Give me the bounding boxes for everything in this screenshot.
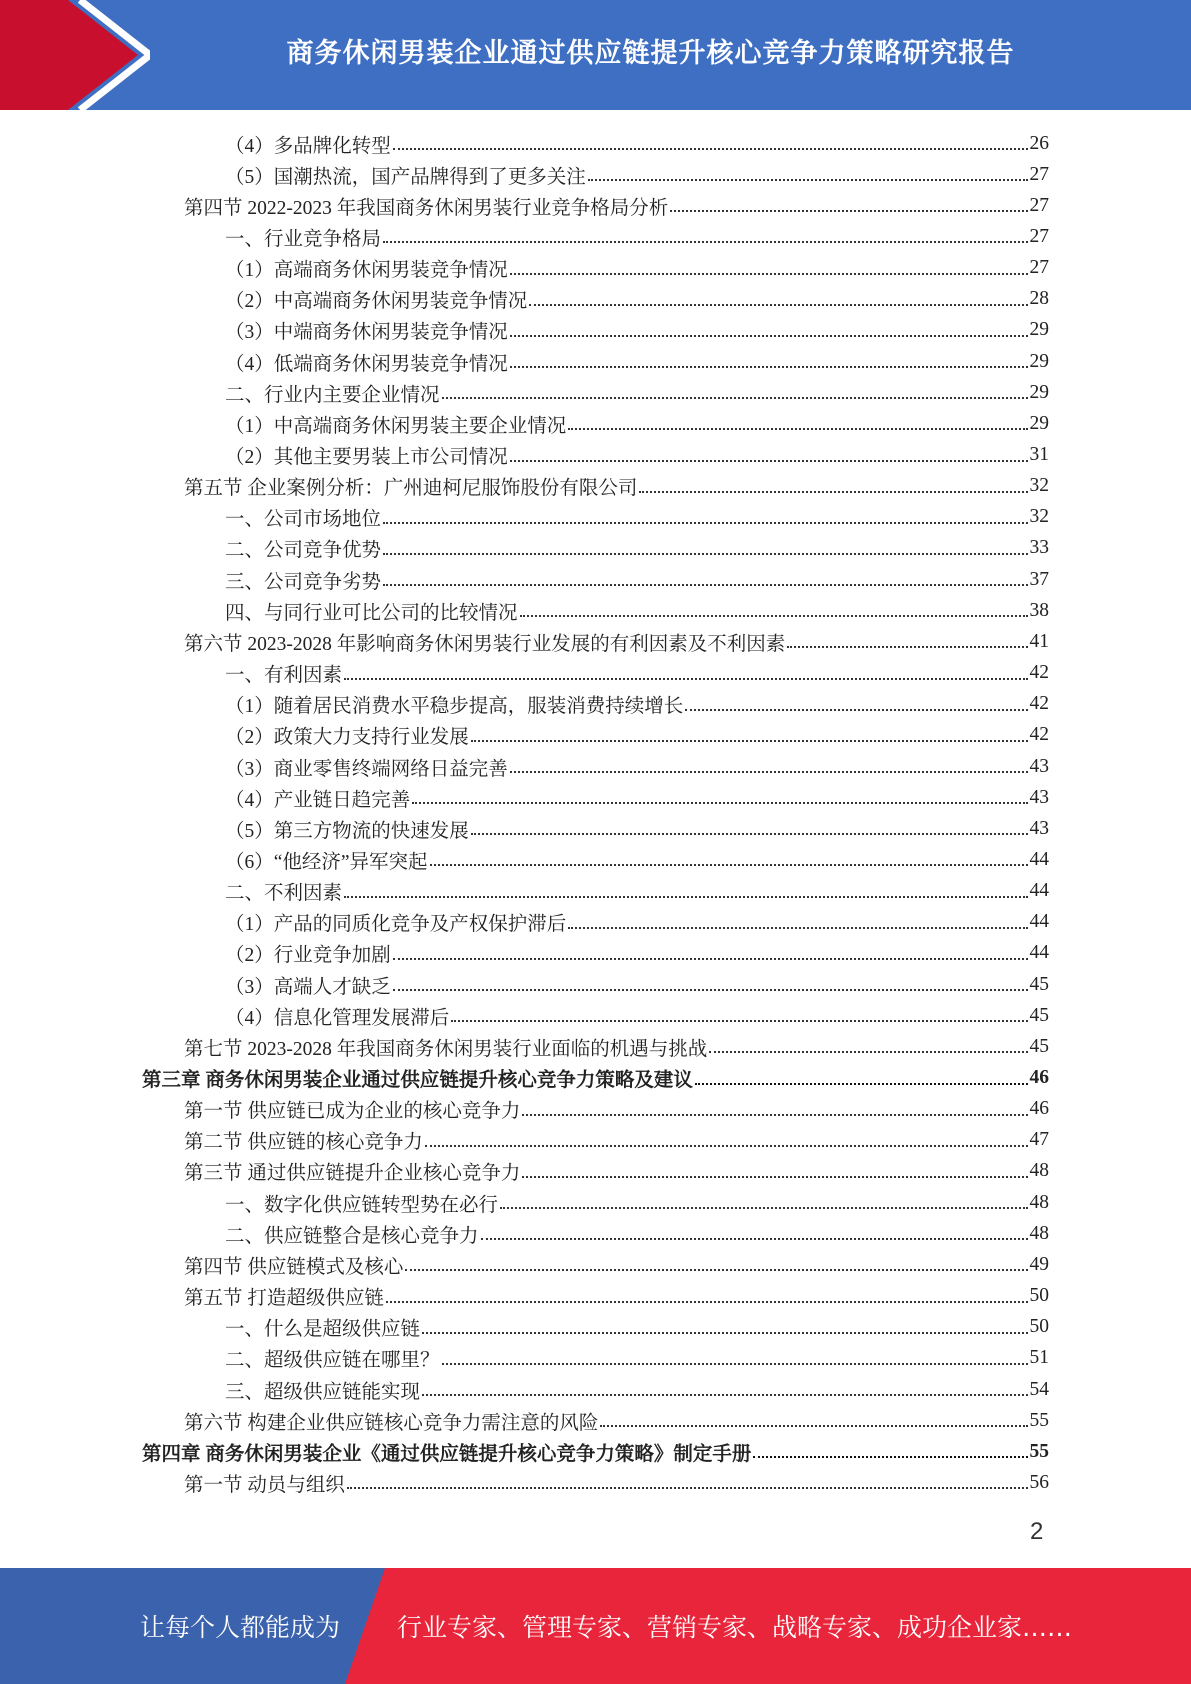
toc-entry-title: （6）“他经济”异军突起 <box>225 851 428 873</box>
toc-entry[interactable] <box>225 377 1049 408</box>
toc-entry-title: （1）产品的同质化竞争及产权保护滞后 <box>225 914 567 936</box>
page-header <box>0 0 1191 110</box>
toc-entry[interactable] <box>225 564 1049 595</box>
toc-entry[interactable] <box>225 1187 1049 1218</box>
toc-entry-page: 42 <box>1029 662 1049 684</box>
toc-dot-leader <box>639 490 1027 493</box>
toc-entry[interactable] <box>184 1094 1049 1125</box>
toc-entry-page: 48 <box>1029 1191 1049 1213</box>
toc-entry[interactable] <box>225 1374 1049 1405</box>
toc-dot-leader <box>383 240 1027 243</box>
toc-entry-page: 51 <box>1029 1347 1049 1369</box>
toc-entry-page: 43 <box>1029 755 1049 777</box>
toc-dot-leader <box>344 677 1027 680</box>
footer-slogan-right: 行业专家、管理专家、营销专家、战略专家、成功企业家…… <box>397 1613 1073 1642</box>
toc-dot-leader <box>471 832 1028 835</box>
page-footer <box>0 1568 1191 1684</box>
toc-entry[interactable] <box>225 128 1049 159</box>
toc-entry-title: （1）中高端商务休闲男装主要企业情况 <box>225 415 567 437</box>
toc-entry-title: 二、行业内主要企业情况 <box>225 384 440 406</box>
toc-dot-leader <box>425 1144 1028 1147</box>
toc-dot-leader <box>393 988 1028 991</box>
toc-entry-title: （1）随着居民消费水平稳步提高，服装消费持续增长 <box>225 696 684 718</box>
toc-entry[interactable] <box>184 190 1049 221</box>
toc-dot-leader <box>685 708 1027 711</box>
toc-entry-title: 第四节 2022-2023 年我国商务休闲男装行业竞争格局分析 <box>184 197 669 219</box>
toc-entry-title: （5）第三方物流的快速发展 <box>225 820 469 842</box>
toc-entry[interactable] <box>184 471 1049 502</box>
toc-entry-title: 二、超级供应链在哪里？ <box>225 1350 440 1372</box>
toc-entry-title: 一、行业竞争格局 <box>225 228 382 250</box>
toc-dot-leader <box>510 365 1028 368</box>
toc-entry-page: 45 <box>1029 1035 1049 1057</box>
toc-entry[interactable] <box>225 1343 1049 1374</box>
toc-entry[interactable] <box>225 658 1049 689</box>
toc-dot-leader <box>520 614 1028 617</box>
toc-entry[interactable] <box>225 253 1049 284</box>
toc-entry-title: （4）信息化管理发展滞后 <box>225 1007 450 1029</box>
toc-entry[interactable] <box>184 1405 1049 1436</box>
toc-entry-title: （1）高端商务休闲男装竞争情况 <box>225 260 508 282</box>
toc-entry-page: 43 <box>1029 786 1049 808</box>
toc-entry-page: 46 <box>1029 1067 1049 1088</box>
toc-entry-page: 26 <box>1029 132 1049 154</box>
toc-dot-leader <box>344 895 1027 898</box>
toc-entry[interactable] <box>225 408 1049 439</box>
toc-entry-page: 27 <box>1029 163 1049 185</box>
toc-entry[interactable] <box>225 440 1049 471</box>
toc-entry-page: 27 <box>1029 194 1049 216</box>
toc-entry[interactable] <box>225 315 1049 346</box>
toc-entry[interactable] <box>225 159 1049 190</box>
toc-entry[interactable] <box>184 1281 1049 1312</box>
toc-entry-title: （2）其他主要男装上市公司情况 <box>225 447 508 468</box>
toc-entry[interactable] <box>142 1436 1049 1467</box>
toc-entry-page: 32 <box>1029 475 1049 497</box>
toc-dot-leader <box>670 209 1027 212</box>
toc-dot-leader <box>500 1206 1027 1209</box>
toc-dot-leader <box>393 147 1028 150</box>
toc-dot-leader <box>471 739 1028 742</box>
toc-entry-title: 第六节 构建企业供应链核心竞争力需注意的风险 <box>184 1412 599 1434</box>
toc-entry[interactable] <box>225 346 1049 377</box>
toc-entry[interactable] <box>142 1063 1049 1094</box>
toc-entry-page: 55 <box>1029 1440 1049 1462</box>
toc-dot-leader <box>709 1050 1027 1053</box>
toc-entry-title: 一、什么是超级供应链 <box>225 1319 421 1341</box>
toc-dot-leader <box>442 1362 1028 1365</box>
toc-dot-leader <box>522 1113 1027 1116</box>
toc-dot-leader <box>568 427 1027 430</box>
toc-entry-page: 29 <box>1029 381 1049 403</box>
toc-entry-page: 44 <box>1029 911 1049 933</box>
toc-entry-title: 第三节 通过供应链提升企业核心竞争力 <box>184 1163 521 1185</box>
toc-entry[interactable] <box>225 595 1049 626</box>
toc-entry-page: 46 <box>1029 1098 1049 1120</box>
toc-dot-leader <box>442 396 1028 399</box>
toc-entry[interactable] <box>225 533 1049 564</box>
toc-dot-leader <box>422 1393 1027 1396</box>
toc-entry-title: （4）多品牌化转型 <box>225 135 391 157</box>
toc-entry[interactable] <box>225 813 1049 844</box>
toc-entry[interactable] <box>225 907 1049 938</box>
toc-entry-title: 第四节 供应链模式及核心 <box>184 1256 404 1278</box>
toc-entry-title: 第二节 供应链的核心竞争力 <box>184 1132 423 1154</box>
toc-dot-leader <box>753 1455 1027 1458</box>
toc-entry-page: 27 <box>1029 225 1049 247</box>
toc-entry-page: 31 <box>1029 444 1049 465</box>
toc-entry[interactable] <box>184 1125 1049 1156</box>
toc-dot-leader <box>522 1175 1027 1178</box>
toc-entry[interactable] <box>225 938 1049 969</box>
toc-dot-leader <box>347 1486 1028 1489</box>
toc-dot-leader <box>510 272 1028 275</box>
toc-entry-page: 38 <box>1029 599 1049 621</box>
toc-entry[interactable] <box>184 1467 1049 1498</box>
toc-dot-leader <box>393 957 1028 960</box>
toc-entry-page: 45 <box>1029 1004 1049 1026</box>
toc-entry[interactable] <box>225 221 1049 252</box>
toc-entry-title: 第一节 动员与组织 <box>184 1474 345 1496</box>
toc-dot-leader <box>451 1019 1027 1022</box>
toc-entry[interactable] <box>225 751 1049 782</box>
toc-entry-page: 29 <box>1029 319 1049 341</box>
toc-entry-page: 50 <box>1029 1285 1049 1307</box>
toc-entry-title: （4）低端商务休闲男装竞争情况 <box>225 353 508 375</box>
toc-entry-page: 41 <box>1029 630 1049 652</box>
toc-entry-page: 37 <box>1029 568 1049 590</box>
toc-dot-leader <box>510 334 1028 337</box>
toc-entry-title: 第五节 企业案例分析：广州迪柯尼服饰股份有限公司 <box>184 478 638 500</box>
toc-entry-title: 一、有利因素 <box>225 665 343 687</box>
toc-entry-title: 二、公司竞争优势 <box>225 540 382 562</box>
toc-entry[interactable] <box>184 1249 1049 1280</box>
toc-entry-page: 29 <box>1029 350 1049 372</box>
toc-entry-page: 43 <box>1029 817 1049 839</box>
toc-entry-title: 第五节 打造超级供应链 <box>184 1288 384 1310</box>
toc-entry[interactable] <box>225 502 1049 533</box>
toc-entry-title: （2）政策大力支持行业发展 <box>225 727 469 749</box>
toc-entry-title: 二、不利因素 <box>225 883 343 905</box>
toc-entry-title: （3）商业零售终端网络日益完善 <box>225 758 508 780</box>
toc-entry-title: （2）行业竞争加剧 <box>225 945 391 967</box>
toc-entry[interactable] <box>184 1031 1049 1062</box>
page-number: 2 <box>1030 1518 1044 1545</box>
report-title: 商务休闲男装企业通过供应链提升核心竞争力策略研究报告 <box>286 37 1015 69</box>
footer-slogan-left: 让每个人都能成为 <box>140 1613 341 1642</box>
toc-entry[interactable] <box>225 844 1049 875</box>
toc-entry[interactable] <box>225 1000 1049 1031</box>
toc-entry-title: 三、超级供应链能实现 <box>225 1381 421 1403</box>
toc-entry-page: 44 <box>1029 880 1049 902</box>
toc-entry-page: 49 <box>1029 1253 1049 1275</box>
toc-entry-page: 48 <box>1029 1222 1049 1244</box>
toc-entry-page: 44 <box>1029 942 1049 964</box>
toc-entry-title: 三、公司竞争劣势 <box>225 571 382 593</box>
toc-entry-page: 47 <box>1029 1129 1049 1151</box>
toc-entry-title: 第四章 商务休闲男装企业《通过供应链提升核心竞争力策略》制定手册 <box>142 1443 752 1465</box>
toc-entry-title: （4）产业链日趋完善 <box>225 789 411 811</box>
toc-entry-page: 28 <box>1029 288 1049 310</box>
toc-dot-leader <box>422 1331 1027 1334</box>
toc-entry[interactable] <box>225 782 1049 813</box>
toc-dot-leader <box>787 645 1027 648</box>
toc-entry-title: 二、供应链整合是核心竞争力 <box>225 1225 479 1247</box>
toc-dot-leader <box>405 1268 1027 1271</box>
toc-entry-page: 27 <box>1029 257 1049 279</box>
toc-entry-title: 四、与同行业可比公司的比较情况 <box>225 602 518 624</box>
toc-entry[interactable] <box>225 720 1049 751</box>
toc-dot-leader <box>383 552 1027 555</box>
toc-entry-page: 50 <box>1029 1316 1049 1338</box>
toc-dot-leader <box>529 303 1027 306</box>
toc-entry-page: 45 <box>1029 973 1049 995</box>
toc-entry[interactable] <box>225 1218 1049 1249</box>
toc-entry-page: 44 <box>1029 848 1049 870</box>
toc-dot-leader <box>600 1424 1027 1427</box>
toc-entry-page: 32 <box>1029 506 1049 528</box>
toc-entry-page: 42 <box>1029 693 1049 715</box>
toc-dot-leader <box>510 459 1028 462</box>
toc-entry-title: （2）中高端商务休闲男装竞争情况 <box>225 291 528 313</box>
toc-entry[interactable] <box>225 1312 1049 1343</box>
toc-dot-leader <box>383 521 1027 524</box>
toc-entry-page: 54 <box>1029 1378 1049 1400</box>
toc-entry-page: 56 <box>1029 1471 1049 1493</box>
toc-entry-title: 第一节 供应链已成为企业的核心竞争力 <box>184 1101 521 1123</box>
toc-entry-page: 29 <box>1029 412 1049 434</box>
toc-entry[interactable] <box>225 689 1049 720</box>
toc-entry-title: （5）国潮热流，国产品牌得到了更多关注 <box>225 166 586 188</box>
toc-dot-leader <box>568 926 1027 929</box>
toc-entry-page: 33 <box>1029 537 1049 559</box>
toc-entry-title: （3）中端商务休闲男装竞争情况 <box>225 322 508 344</box>
toc-dot-leader <box>383 583 1027 586</box>
toc-entry-title: 第七节 2023-2028 年我国商务休闲男装行业面临的机遇与挑战 <box>184 1038 708 1060</box>
toc-entry-title: 一、公司市场地位 <box>225 509 382 531</box>
toc-entry[interactable] <box>225 284 1049 315</box>
toc-entry[interactable] <box>184 626 1049 657</box>
toc-dot-leader <box>695 1082 1028 1085</box>
toc-entry[interactable] <box>225 876 1049 907</box>
toc-entry[interactable] <box>225 969 1049 1000</box>
toc-dot-leader <box>412 801 1027 804</box>
toc-entry-title: 第三章 商务休闲男装企业通过供应链提升核心竞争力策略及建议 <box>142 1070 693 1091</box>
toc-entry-title: （3）高端人才缺乏 <box>225 976 391 998</box>
toc-entry-page: 55 <box>1029 1409 1049 1431</box>
toc-entry-page: 48 <box>1029 1160 1049 1182</box>
toc-dot-leader <box>430 863 1028 866</box>
toc-entry-title: 第六节 2023-2028 年影响商务休闲男装行业发展的有利因素及不利因素 <box>184 633 786 655</box>
toc-entry-page: 42 <box>1029 724 1049 746</box>
toc-dot-leader <box>481 1237 1028 1240</box>
toc-entry[interactable] <box>184 1156 1049 1187</box>
toc-dot-leader <box>386 1300 1028 1303</box>
toc-dot-leader <box>510 770 1028 773</box>
header-arrow-decoration <box>0 0 150 110</box>
toc-dot-leader <box>588 178 1028 181</box>
toc-entry-title: 一、数字化供应链转型势在必行 <box>225 1194 499 1216</box>
